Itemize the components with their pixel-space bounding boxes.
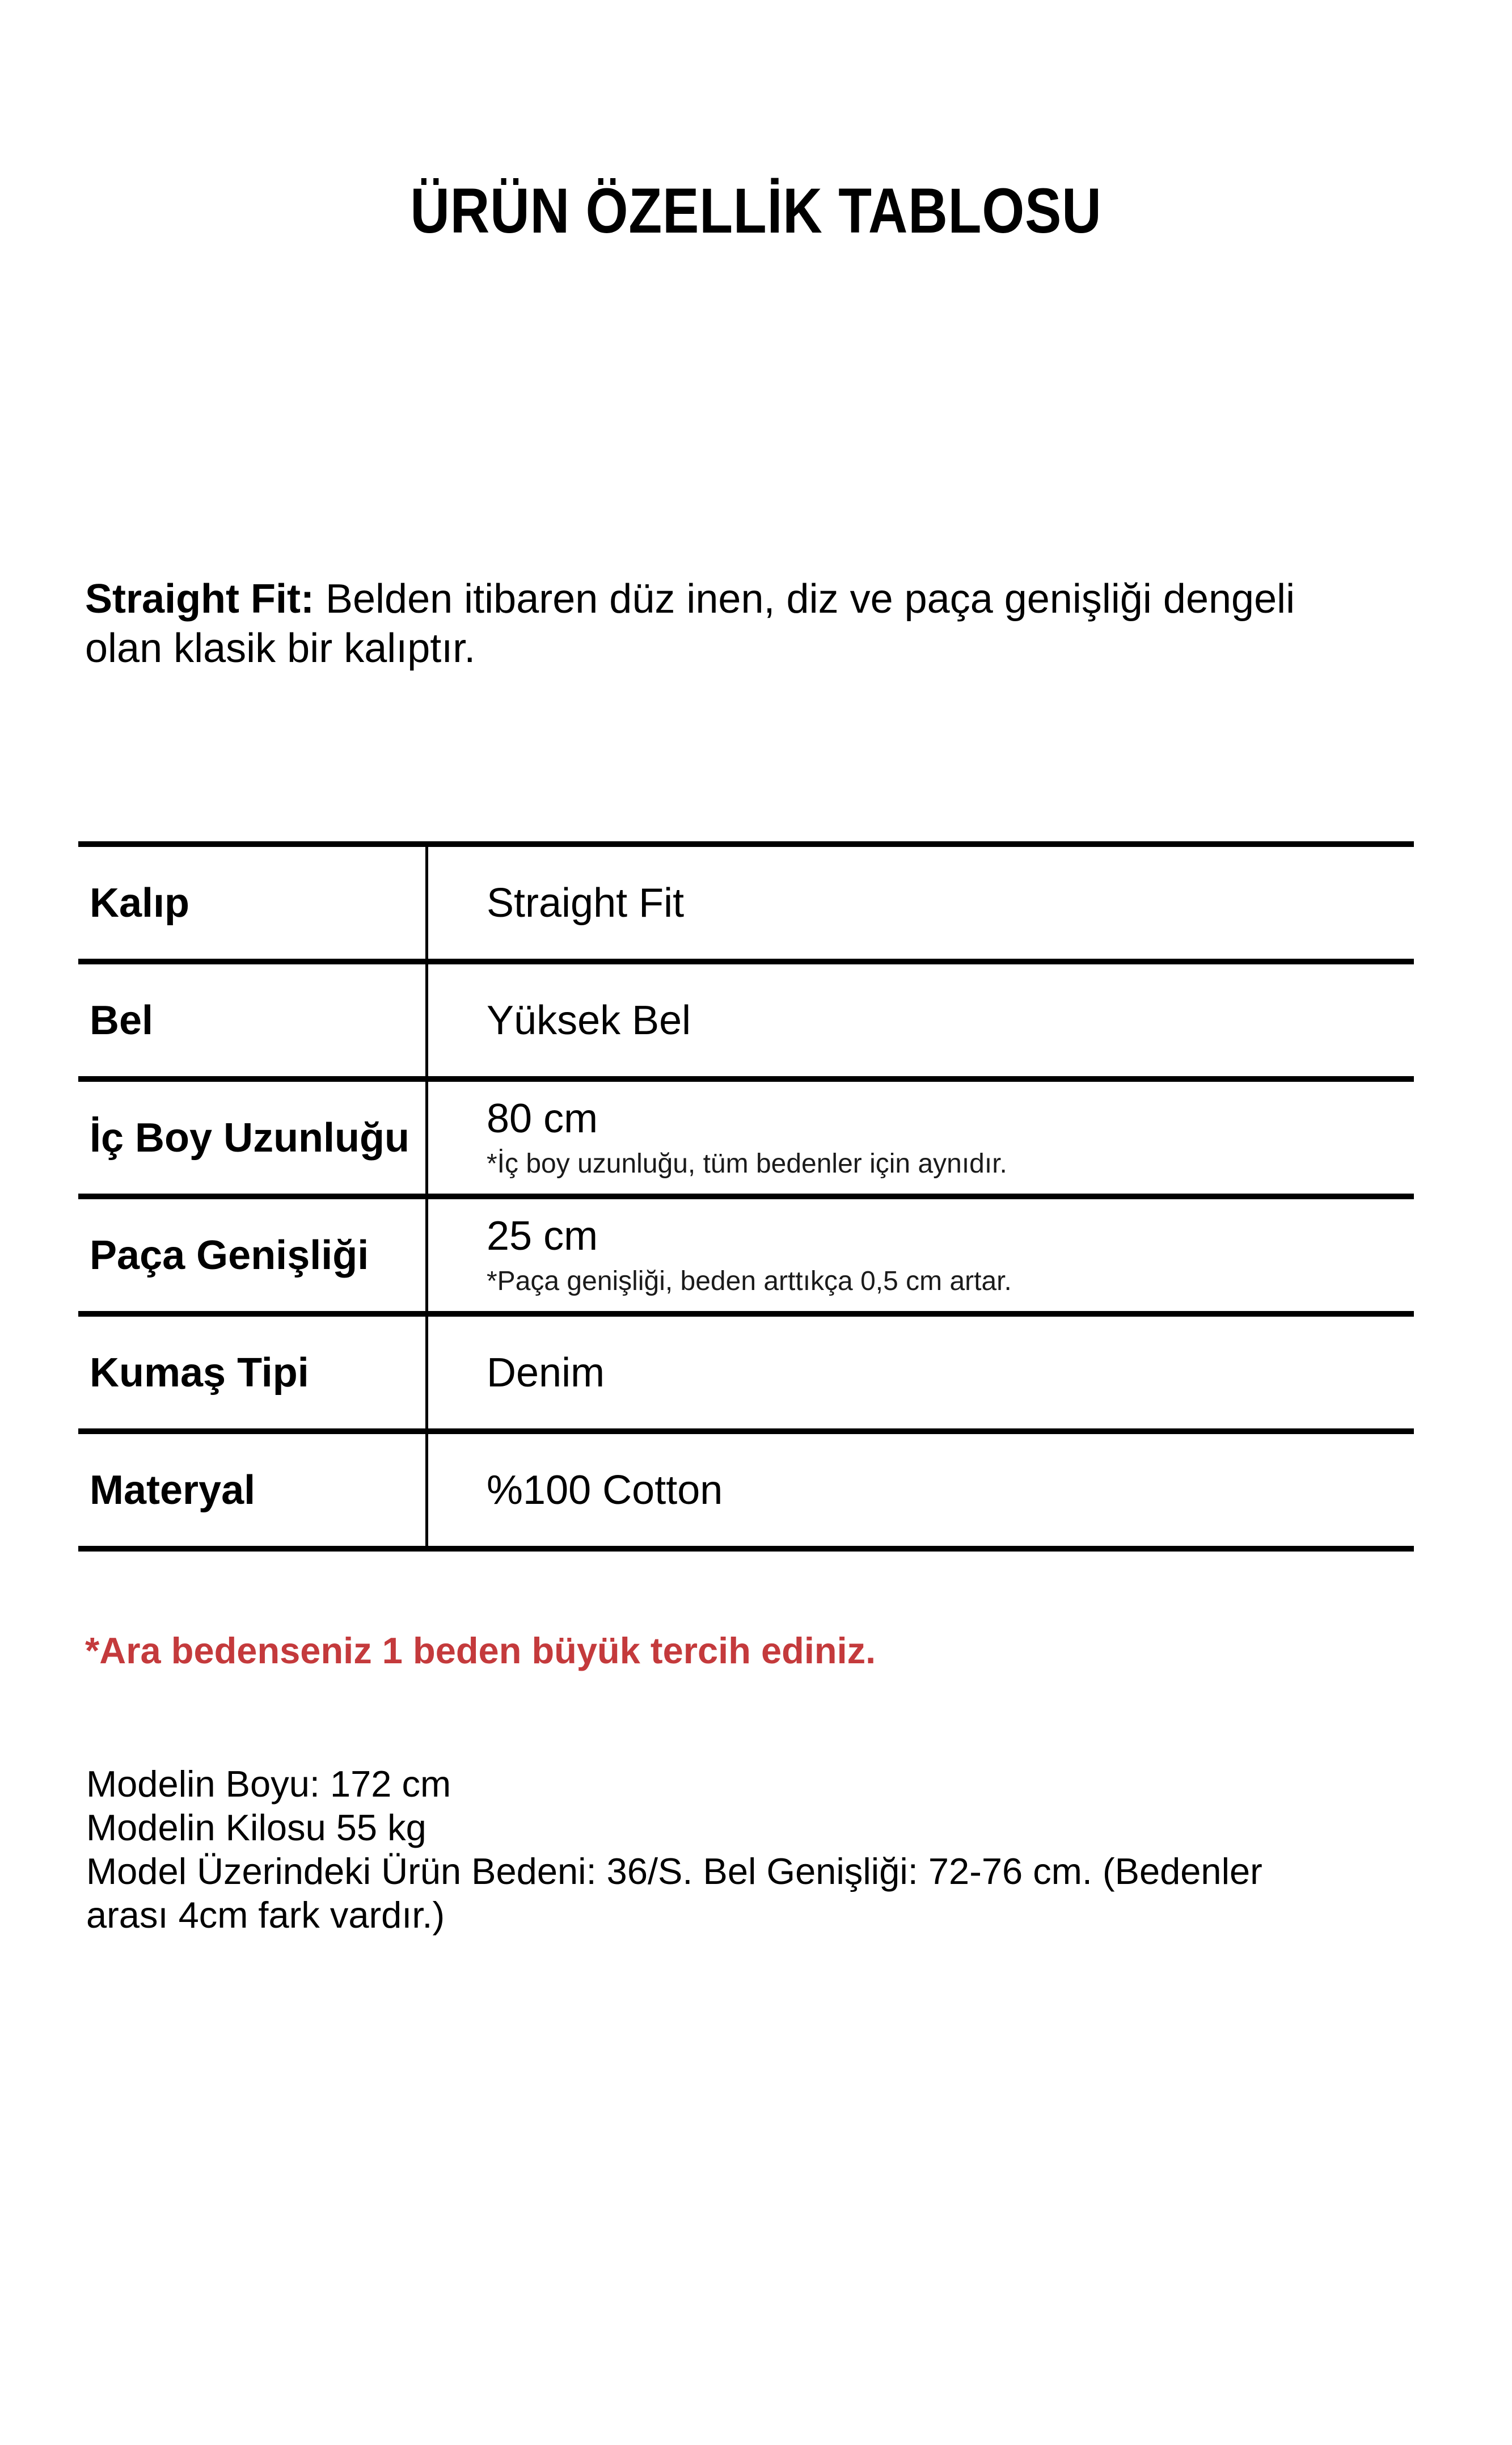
row-value: Denim: [487, 1350, 605, 1396]
model-info-line: Model Üzerindeki Ürün Bedeni: 36/S. Bel Genişliği: 72-76 cm. (Bedenler: [86, 1850, 1262, 1892]
table-row: [78, 1317, 1414, 1434]
intro-line-1: [85, 575, 1458, 624]
model-info: [86, 1762, 1512, 1937]
row-value: 25 cm: [487, 1213, 598, 1259]
row-label: İç Boy Uzunluğu: [78, 1082, 428, 1194]
row-label: Kalıp: [78, 847, 428, 959]
row-label: Kumaş Tipi: [78, 1317, 428, 1428]
row-label: Materyal: [78, 1434, 428, 1546]
row-value-cell: [428, 1434, 1414, 1546]
table-row: [78, 964, 1414, 1082]
table-row: [78, 1199, 1414, 1317]
table-row: [78, 1434, 1414, 1552]
row-value-cell: [428, 964, 1414, 1076]
row-value: %100 Cotton: [487, 1467, 723, 1513]
row-value: Straight Fit: [487, 880, 685, 926]
row-value-cell: [428, 1199, 1414, 1311]
row-value-cell: [428, 1082, 1414, 1194]
model-info-line: Modelin Boyu: 172 cm: [86, 1763, 451, 1805]
row-label: Bel: [78, 964, 428, 1076]
model-info-line: arası 4cm fark vardır.): [86, 1894, 445, 1936]
row-value: 80 cm: [487, 1095, 598, 1141]
row-value: Yüksek Bel: [487, 997, 691, 1043]
row-note: *Paça genişliği, beden arttıkça 0,5 cm artar.: [487, 1266, 1012, 1296]
table-row: [78, 847, 1414, 964]
warning-note: *Ara bedenseniz 1 beden büyük tercih ediniz.: [85, 1630, 876, 1672]
table-row: [78, 1082, 1414, 1199]
row-note: *İç boy uzunluğu, tüm bedenler için aynıdır.: [487, 1148, 1007, 1179]
intro-paragraph: [85, 575, 1458, 673]
intro-term: Straight Fit:: [85, 576, 314, 622]
page-title: ÜRÜN ÖZELLİK TABLOSU: [410, 175, 1102, 246]
spec-table: [78, 841, 1414, 1552]
intro-line-2: olan klasik bir kalıptır.: [85, 626, 476, 672]
model-info-line: Modelin Kilosu 55 kg: [86, 1807, 426, 1849]
row-label: Paça Genişliği: [78, 1199, 428, 1311]
intro-line-1-rest: Belden itibaren düz inen, diz ve paça genişliği dengeli: [314, 576, 1295, 622]
row-value-cell: [428, 847, 1414, 959]
row-value-cell: [428, 1317, 1414, 1428]
